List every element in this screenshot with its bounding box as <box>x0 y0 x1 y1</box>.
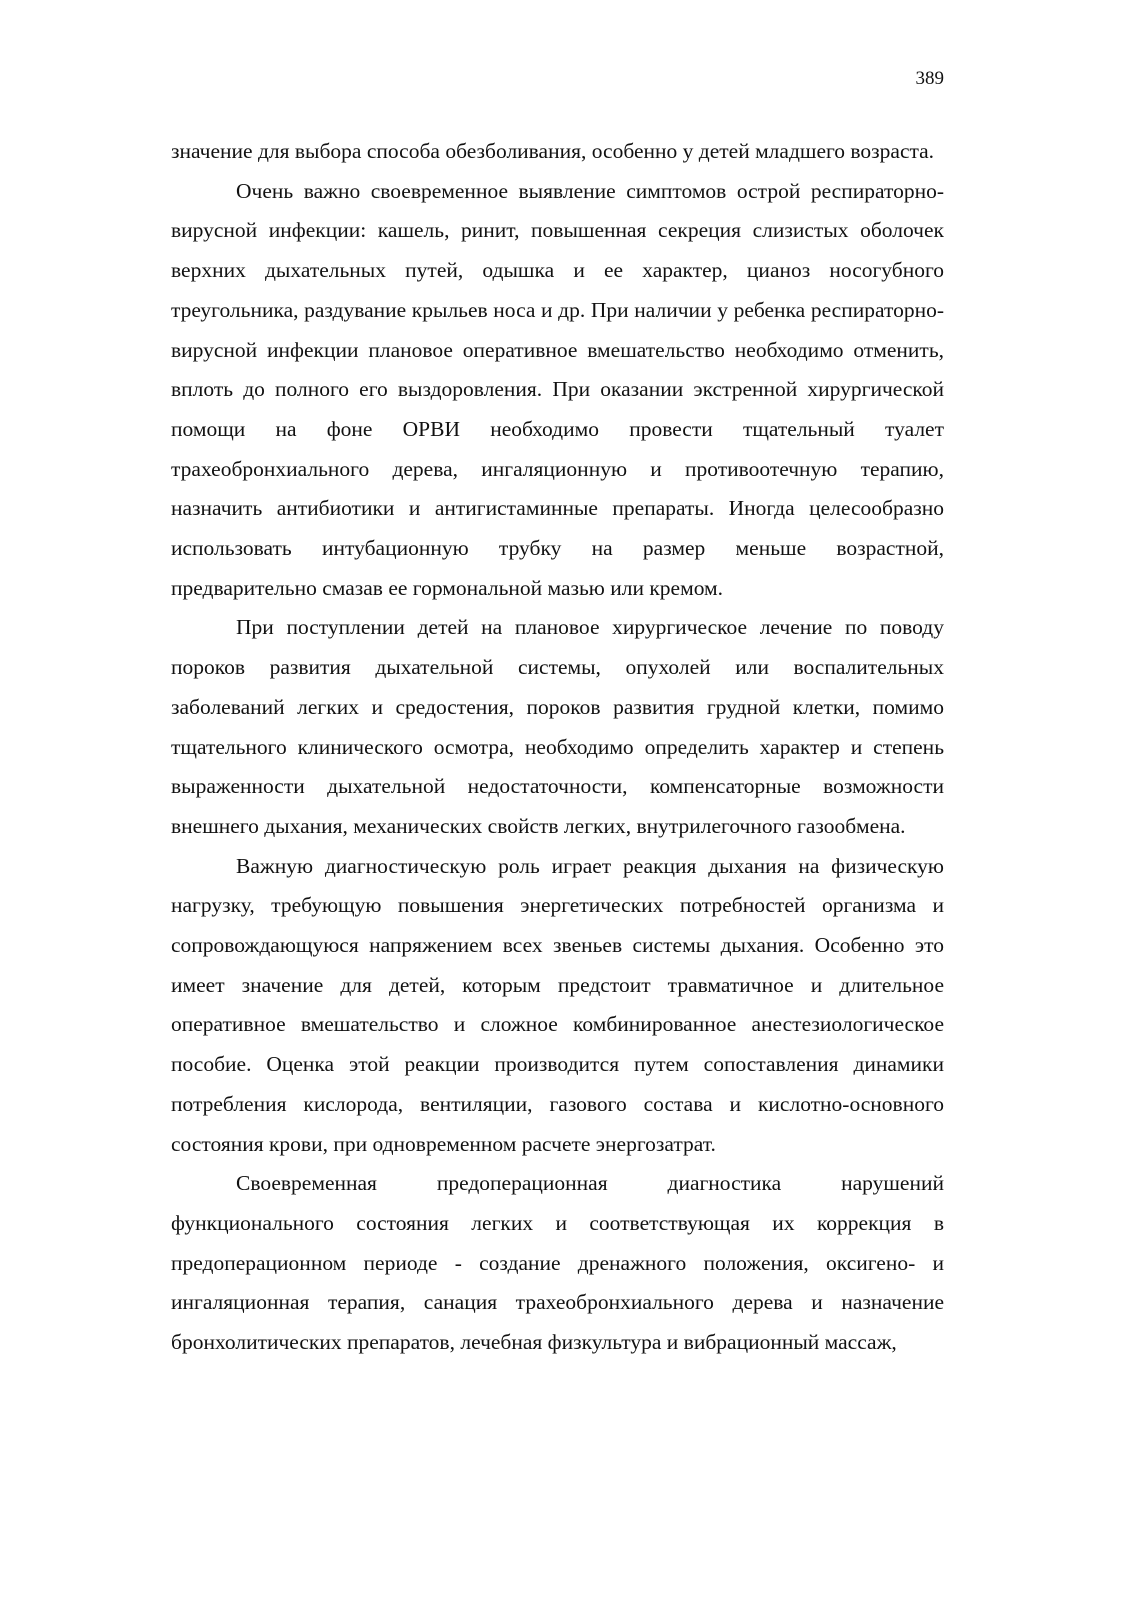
paragraph-2: Очень важно своевременное выявление симптомов острой респираторно-вирусной инфекции: кашель, ринит, повышенная секреция слизистых оболочек верхних дыхательных путей, одышка и ее характер, цианоз носогубного треугольника, раздувание крыльев носа и др. При наличии у ребенка респираторно-вирусной инфекции плановое оперативное вмешательство необходимо отменить, вплоть до полного его выздоровления. При оказании экстренной хирургической помощи на фоне ОРВИ необходимо провести тщательный туалет трахеобронхиального дерева, ингаляционную и противоотечную терапию, назначить антибиотики и антигистаминные препараты. Иногда целесообразно использовать интубационную трубку на размер меньше возрастной, предварительно смазав ее гормональной мазью или кремом. <box>171 178 944 600</box>
page-number: 389 <box>915 68 944 89</box>
paragraph-4: Важную диагностическую роль играет реакция дыхания на физическую нагрузку, требующую повышения энергетических потребностей организма и сопровождающуюся напряжением всех звеньев системы дыхания. Особенно это имеет значение для детей, которым предстоит травматичное и длительное оперативное вмешательство и сложное комбинированное анестезиологическое пособие. Оценка этой реакции производится путем сопоставления динамики потребления кислорода, вентиляции, газового состава и кислотно-основного состояния крови, при одновременном расчете энергозатрат. <box>171 853 944 1156</box>
paragraph-3: При поступлении детей на плановое хирургическое лечение по поводу пороков развития дыхательной системы, опухолей или воспалительных заболеваний легких и средостения, пороков развития грудной клетки, помимо тщательного клинического осмотра, необходимо определить характер и степень выраженности дыхательной недостаточности, компенсаторные возможности внешнего дыхания, механических свойств легких, внутрилегочного газообмена. <box>171 615 944 838</box>
body-text <box>171 132 944 1363</box>
paragraph-5: Своевременная предоперационная диагностика нарушений функционального состояния легких и соответствующая их коррекция в предоперационном периоде - создание дренажного положения, оксигено- и ингаляционная терапия, санация трахеобронхиального дерева и назначение бронхолитических препаратов, лечебная физкультура и вибрационный массаж, <box>171 1171 944 1355</box>
paragraph-1: значение для выбора способа обезболивания, особенно у детей младшего возраста. <box>171 139 935 163</box>
